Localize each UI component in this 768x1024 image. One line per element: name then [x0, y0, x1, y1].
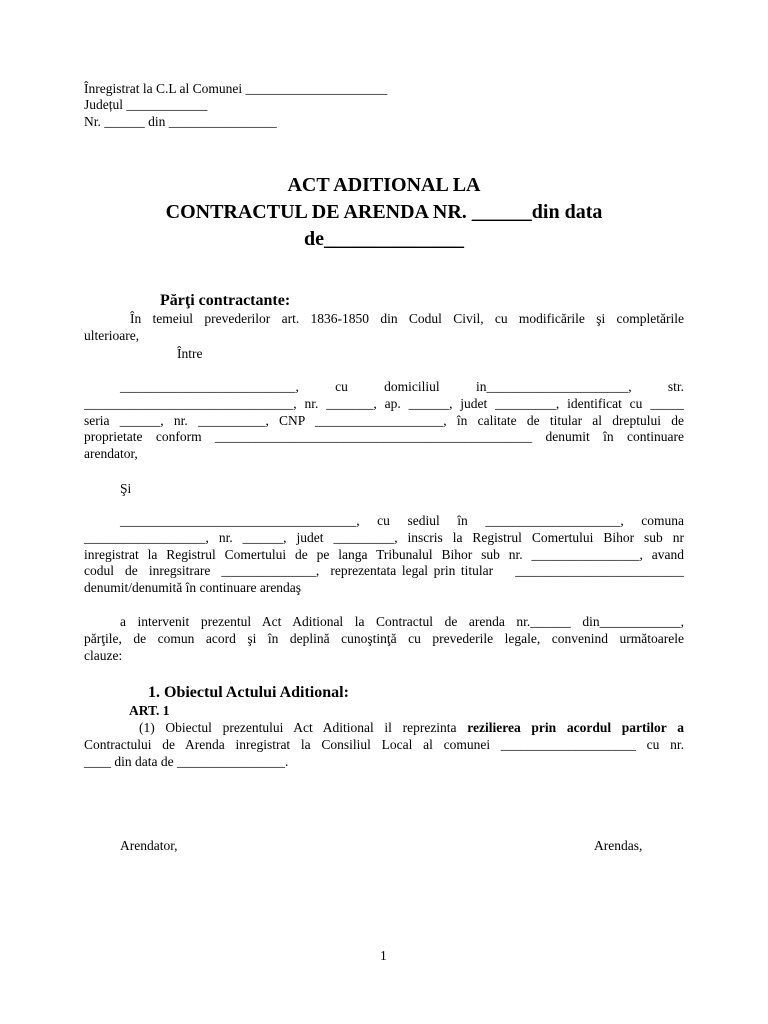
arendator-paragraph	[84, 379, 684, 463]
signature-arendas-label: Arendas,	[594, 838, 643, 853]
title-line-1: ACT ADITIONAL LA	[287, 174, 481, 196]
intervenit-paragraph	[84, 614, 684, 664]
article-1-line-3: ____ din data de ________________.	[84, 753, 289, 769]
article-1-paragraph	[84, 720, 684, 770]
arendator-line-5: arendator,	[84, 446, 138, 462]
article-1-label: ART. 1	[129, 703, 170, 718]
section-1-heading: 1. Obiectul Actului Aditional:	[148, 684, 349, 701]
arendator-line-1: __________________________, cu domiciliul in_____________________, str.	[120, 379, 684, 394]
document-title	[0, 172, 768, 253]
article-1-line-1-bold: rezilierea prin acordul partilor a	[467, 720, 684, 735]
page-number: 1	[380, 948, 387, 963]
intro-line-2: ulterioare,	[84, 327, 140, 343]
registration-commune-line: Înregistrat la C.L al Comunei _____________________	[84, 81, 388, 96]
arendator-line-2: _______________________________, nr. _______, ap. ______, judet _________, identificat cu _____	[84, 395, 684, 411]
article-1-line-1-text: (1) Obiectul prezentului Act Aditional il reprezinta	[139, 720, 468, 735]
parti-contractante-heading: Părţi contractante:	[160, 292, 291, 309]
arendator-line-3: seria ______, nr. __________, CNP ___________________, în calitate de titular al dreptului de	[84, 412, 684, 428]
arendas-paragraph	[84, 513, 684, 597]
title-line-2: CONTRACTUL DE ARENDA NR. ______din data	[165, 201, 603, 223]
article-1-line-1	[84, 720, 684, 737]
arendas-line-2: __________________, nr. ______, judet _________, inscris la Registrul Comertului Bihor sub nr	[84, 529, 684, 545]
arendator-line-4: proprietate conform _______________________________________________ denumit în continuare	[84, 429, 684, 445]
arendas-line-3: inregistrat la Registrul Comertului de pe langa Tribunalul Bihor sub nr. ________________, avand	[84, 546, 684, 562]
intro-line-1: În temeiul prevederilor art. 1836-1850 din Codul Civil, cu modificările şi completările	[130, 311, 684, 326]
arendas-line-4: codul de inregsitrare ______________, reprezentata legal prin titular _________________________	[84, 563, 684, 579]
registration-number-line: Nr. ______ din ________________	[84, 114, 277, 129]
arendas-line-5: denumit/denumită în continuare arendaş	[84, 580, 302, 596]
intervenit-line-3: clauze:	[84, 647, 123, 663]
arendas-line-1: ___________________________________, cu sediul în ____________________, comuna	[120, 513, 684, 528]
signature-arendator-label: Arendator,	[120, 838, 178, 853]
intro-paragraph	[84, 311, 684, 345]
title-line-3: de______________	[304, 228, 464, 250]
intervenit-line-1: a intervenit prezentul Act Aditional la Contractul de arenda nr.______ din____________,	[120, 614, 684, 629]
article-1-line-2: Contractului de Arenda inregistrat la Consiliul Local al comunei ____________________ cu nr.	[84, 736, 684, 752]
registration-county-line: Județul ____________	[84, 97, 208, 112]
intervenit-line-2: părţile, de comun acord şi în deplină cunoştinţă cu prevederile legale, convenind următoarele	[84, 630, 684, 646]
intre-label: Între	[177, 346, 203, 361]
si-label: Şi	[120, 481, 132, 496]
